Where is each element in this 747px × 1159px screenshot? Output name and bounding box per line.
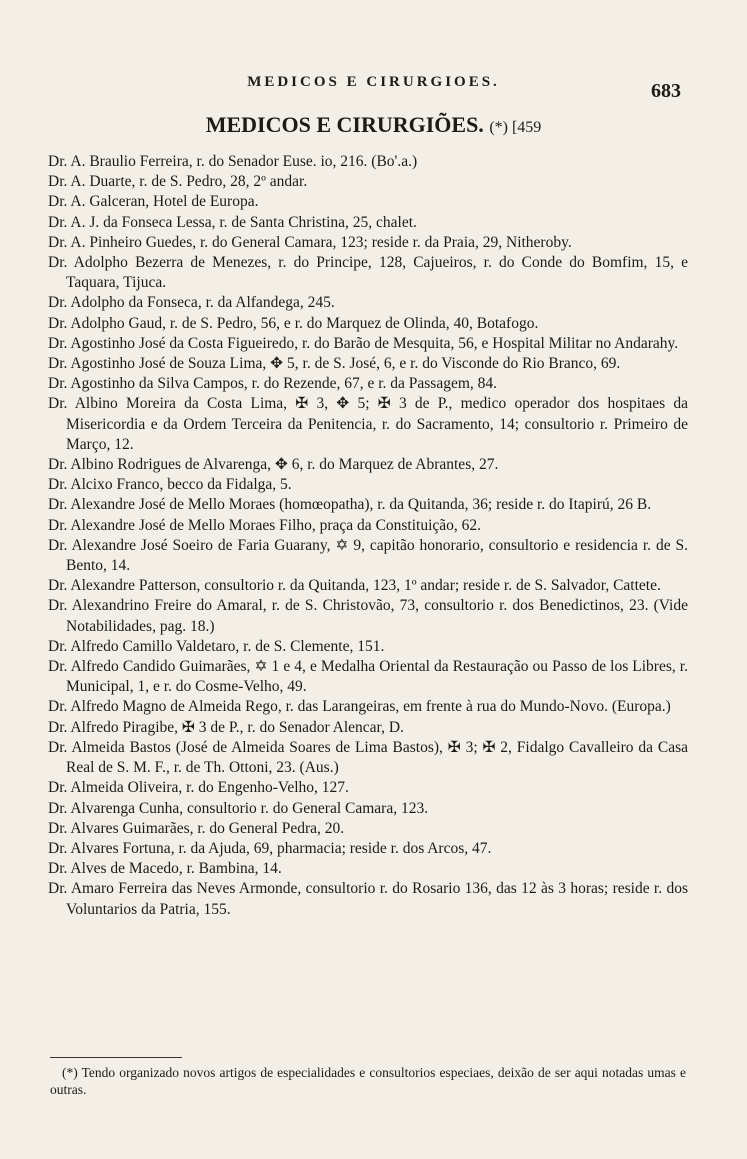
footnote: (*) Tendo organizado novos artigos de especialidades e consultorios especiaes, deixão de ser aqui notadas umas e outras. bbox=[50, 1065, 686, 1097]
list-item: Dr. Amaro Ferreira das Neves Armonde, consultorio r. do Rosario 136, das 12 às 3 horas; reside r. dos Voluntarios da Patria, 155. bbox=[48, 880, 688, 918]
list-item: Dr. Agostinho José de Souza Lima, ✥ 5, r. de S. José, 6, e r. do Visconde do Rio Branco, 69. bbox=[48, 355, 621, 373]
list-item: Dr. A. Galceran, Hotel de Europa. bbox=[48, 193, 259, 211]
list-item: Dr. A. J. da Fonseca Lessa, r. de Santa Christina, 25, chalet. bbox=[48, 213, 417, 231]
list-item: Dr. Alfredo Piragibe, ✠ 3 de P., r. do Senador Alencar, D. bbox=[48, 718, 404, 736]
list-item: Dr. A. Braulio Ferreira, r. do Senador Euse. io, 216. (Bo'.a.) bbox=[48, 153, 418, 170]
page-number: 683 bbox=[651, 80, 681, 102]
list-item: Dr. Alfredo Camillo Valdetaro, r. de S. Clemente, 151. bbox=[48, 637, 385, 655]
footnote-rule bbox=[50, 1057, 182, 1058]
list-item: Dr. Alexandrino Freire do Amaral, r. de S. Christovão, 73, consultorio r. dos Benedictinos, 23. (Vide Notabilidades, pag. 18.) bbox=[48, 597, 688, 635]
list-item: Dr. Alcixo Franco, becco da Fidalga, 5. bbox=[48, 476, 292, 494]
section-title-text: MEDICOS E CIRURGIÕES. bbox=[205, 112, 484, 137]
list-item: Dr. A. Pinheiro Guedes, r. do General Camara, 123; reside r. da Praia, 29, Nitheroby. bbox=[48, 233, 572, 251]
list-item: Dr. Adolpho Gaud, r. de S. Pedro, 56, e r. do Marquez de Olinda, 40, Botafogo. bbox=[48, 314, 539, 332]
list-item: Dr. Adolpho Bezerra de Menezes, r. do Principe, 128, Cajueiros, r. do Conde do Bomfim, 15, e Taquara, Tijuca. bbox=[48, 254, 688, 292]
section-title-ref: (*) [459 bbox=[489, 119, 542, 136]
list-item: Dr. Alfredo Candido Guimarães, ✡ 1 e 4, e Medalha Oriental da Restauração ou Passo de los Libres, r. Municipal, 1, e r. do Cosme-Velho, 49. bbox=[48, 658, 688, 696]
list-item: Dr. Alvares Fortuna, r. da Ajuda, 69, pharmacia; reside r. dos Arcos, 47. bbox=[48, 839, 492, 857]
physician-list bbox=[48, 152, 688, 920]
list-item: Dr. Alexandre Patterson, consultorio r. da Quitanda, 123, 1º andar; reside r. de S. Salvador, Cattete. bbox=[48, 577, 661, 595]
list-item: Dr. A. Duarte, r. de S. Pedro, 28, 2º andar. bbox=[48, 173, 308, 191]
list-item: Dr. Alves de Macedo, r. Bambina, 14. bbox=[48, 860, 282, 878]
list-item: Dr. Alfredo Magno de Almeida Rego, r. das Larangeiras, em frente à rua do Mundo-Novo. (Europa.) bbox=[48, 698, 671, 716]
list-item: Dr. Alvarenga Cunha, consultorio r. do General Camara, 123. bbox=[48, 799, 429, 817]
section-title bbox=[0, 112, 747, 138]
list-item: Dr. Alexandre José Soeiro de Faria Guarany, ✡ 9, capitão honorario, consultorio e residencia r. de S. Bento, 14. bbox=[48, 536, 688, 575]
list-item: Dr. Adolpho da Fonseca, r. da Alfandega, 245. bbox=[48, 294, 335, 312]
list-item: Dr. Albino Rodrigues de Alvarenga, ✥ 6, r. do Marquez de Abrantes, 27. bbox=[48, 456, 499, 474]
list-item: Dr. Agostinho da Silva Campos, r. do Rezende, 67, e r. da Passagem, 84. bbox=[48, 375, 498, 393]
list-item: Dr. Alexandre José de Mello Moraes (homœopatha), r. da Quitanda, 36; reside r. do Itapirú, 26 B. bbox=[48, 496, 652, 514]
list-item: Dr. Agostinho José da Costa Figueiredo, r. do Barão de Mesquita, 56, e Hospital Militar no Andarahy. bbox=[48, 334, 679, 352]
list-item: Dr. Almeida Bastos (José de Almeida Soares de Lima Bastos), ✠ 3; ✠ 2, Fidalgo Cavalleiro da Casa Real de S. M. F., r. de Th. Ottoni, 23. (Aus.) bbox=[48, 738, 688, 777]
list-item: Dr. Alvares Guimarães, r. do General Pedra, 20. bbox=[48, 819, 345, 837]
list-item: Dr. Alexandre José de Mello Moraes Filho, praça da Constituição, 62. bbox=[48, 516, 482, 534]
list-item: Dr. Almeida Oliveira, r. do Engenho-Velho, 127. bbox=[48, 779, 349, 797]
list-item: Dr. Albino Moreira da Costa Lima, ✠ 3, ✥ 5; ✠ 3 de P., medico operador dos hospitaes da Misericordia e da Ordem Terceira da Penitencia, r. do Sacramento, 14; consultorio r. Primeiro de Março, 12. bbox=[48, 395, 688, 453]
running-head: MEDICOS E CIRURGIOES. bbox=[247, 74, 500, 90]
